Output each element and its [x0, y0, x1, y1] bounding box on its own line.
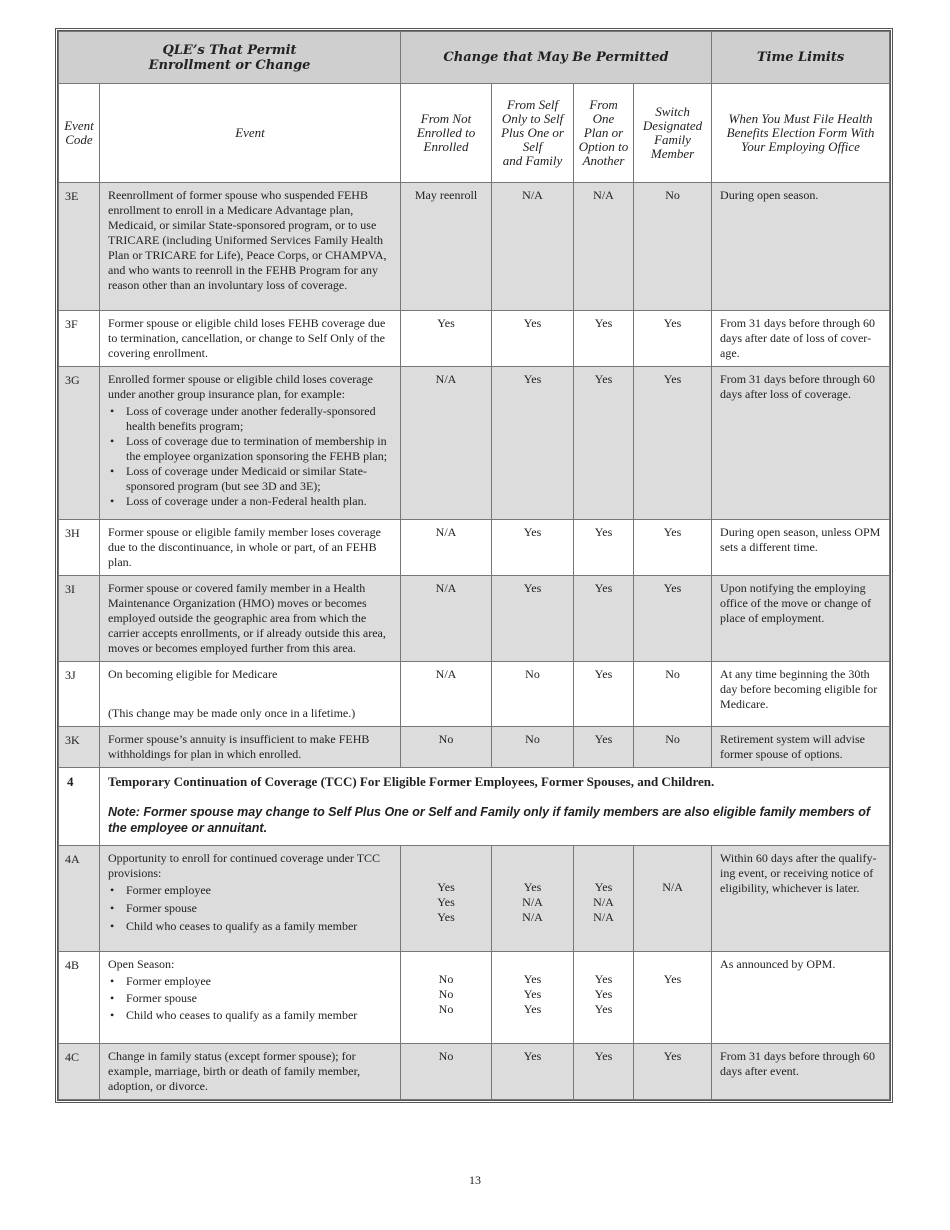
event-intro: Open Season:	[108, 957, 175, 971]
switch-value: No	[634, 662, 712, 727]
table-row	[59, 952, 890, 1044]
page-number: 13	[469, 1173, 481, 1187]
from-not-enrolled-header	[401, 84, 492, 183]
event-code: 3G	[59, 367, 100, 520]
event-code-header	[59, 84, 100, 183]
self-only-value: Yes	[492, 1044, 574, 1100]
table-row	[59, 1044, 890, 1100]
value: Yes	[437, 880, 455, 894]
switch-value: No	[634, 727, 712, 768]
not-enrolled-value: No	[401, 727, 492, 768]
event-code: 4A	[59, 846, 100, 952]
section-code: 4	[59, 768, 100, 846]
bullet-item: • Child who ceases to qualify as a family member	[126, 1008, 393, 1023]
header-line: Enrolled to	[416, 125, 476, 140]
time-limit: During open season, unless OPM sets a different time.	[712, 520, 890, 576]
self-only-value: Yes	[492, 576, 574, 662]
time-limit: From 31 days before through 60 days after loss of coverage.	[712, 367, 890, 520]
switch-designated-header	[634, 84, 712, 183]
qle-title-line2: Enrollment or Change	[148, 57, 311, 73]
bullet-item: • Child who ceases to qualify as a family member	[126, 919, 393, 934]
event-intro: Opportunity to enroll for continued coverage under TCC provisions:	[108, 851, 381, 880]
header-line: Plan or	[583, 125, 624, 140]
switch-value: No	[634, 183, 712, 311]
header-line: Only to Self	[501, 111, 564, 126]
event-bullets	[108, 974, 393, 1023]
event-text: Former spouse or eligible family member loses coverage due to the discontinuance, in whole or part, of an FEHB plan.	[100, 520, 401, 576]
not-enrolled-values	[401, 952, 492, 1044]
header-line: One	[592, 111, 615, 126]
table-row	[59, 846, 890, 952]
value: Yes	[594, 972, 613, 986]
time-limit: From 31 days before through 60 days after event.	[712, 1044, 890, 1100]
header-line: Option to	[578, 139, 629, 154]
table-row	[59, 662, 890, 727]
event-intro: Enrolled former spouse or eligible child loses coverage under another group insurance plan, for example:	[108, 372, 373, 401]
time-limit: Retirement system will advise former spouse of options.	[712, 727, 890, 768]
switch-value: Yes	[634, 520, 712, 576]
event-text	[100, 846, 401, 952]
switch-value: Yes	[634, 1044, 712, 1100]
table-row	[59, 311, 890, 367]
event-text: Former spouse or eligible child loses FEHB coverage due to termination, cancellation, or change to Self Only of the covering enrollment.	[100, 311, 401, 367]
event-bullets	[108, 404, 393, 509]
event-code-line2: Code	[65, 132, 93, 147]
self-only-value: Yes	[492, 311, 574, 367]
from-one-plan-header	[574, 84, 634, 183]
header-line: Another	[582, 153, 625, 168]
bullet-item: • Loss of coverage due to termination of membership in the employee organization sponsoring the FEHB plan;	[126, 434, 393, 464]
when-file-header	[712, 84, 890, 183]
bullet-item: • Former spouse	[126, 991, 393, 1006]
header-line: Plus One or	[501, 125, 564, 140]
header-line: and Family	[502, 153, 563, 168]
table-row	[59, 183, 890, 311]
time-limit: From 31 days before through 60 days after date of loss of cover-age.	[712, 311, 890, 367]
time-limit: Upon notifying the employing office of the move or change of place of employment.	[712, 576, 890, 662]
event-text: Former spouse or covered family member in a Health Maintenance Organization (HMO) moves or becomes employed outside the geographic area from which the carrier accepts enrollments, or if already outside this area, moves or becomes employed further from this area.	[100, 576, 401, 662]
qle-title	[59, 32, 401, 84]
self-only-values	[492, 846, 574, 952]
one-plan-value: Yes	[574, 576, 634, 662]
not-enrolled-value: N/A	[401, 367, 492, 520]
one-plan-value: Yes	[574, 1044, 634, 1100]
event-code: 3E	[59, 183, 100, 311]
header-line: Designated	[642, 118, 703, 133]
header-line: Self	[522, 139, 543, 154]
self-only-value: Yes	[492, 520, 574, 576]
event-code: 3J	[59, 662, 100, 727]
not-enrolled-values	[401, 846, 492, 952]
event-text	[100, 952, 401, 1044]
one-plan-value: Yes	[574, 520, 634, 576]
value: Yes	[523, 1002, 542, 1016]
one-plan-value: Yes	[574, 311, 634, 367]
time-limit: As announced by OPM.	[712, 952, 890, 1044]
header-line: From Not	[420, 111, 472, 126]
switch-value: N/A	[634, 846, 712, 952]
self-only-value: No	[492, 727, 574, 768]
change-title: Change that May Be Permitted	[401, 32, 712, 84]
self-only-value: Yes	[492, 367, 574, 520]
time-title: Time Limits	[712, 32, 890, 84]
header-line: Family	[654, 132, 691, 147]
event-text: Reenrollment of former spouse who suspended FEHB enrollment to enroll in a Medicare Advantage plan, Medicaid, or similar State-sponsored program, or to use TRICARE (including Uniformed Services Family Health Plan or TRICARE for Life), Peace Corps, or CHAMPVA, and who wants to reenroll in the FEHB Program for any reason other than an involuntary loss of coverage.	[100, 183, 401, 311]
header-line: Enrolled	[423, 139, 469, 154]
value: Yes	[594, 987, 613, 1001]
one-plan-values	[574, 846, 634, 952]
event-bullets	[108, 883, 393, 934]
section-4-row	[59, 768, 890, 846]
from-self-only-header	[492, 84, 574, 183]
one-plan-value: Yes	[574, 727, 634, 768]
header-line: Switch	[655, 104, 690, 119]
bullet-item: • Former employee	[126, 883, 393, 898]
time-limit: Within 60 days after the qualify-ing event, or receiving notice of eligibility, whichever is later.	[712, 846, 890, 952]
event-main: On becoming eligible for Medicare	[108, 667, 278, 681]
switch-value: Yes	[634, 367, 712, 520]
qle-table	[58, 31, 890, 1100]
event-text	[100, 367, 401, 520]
switch-value: Yes	[634, 576, 712, 662]
bullet-item: • Loss of coverage under Medicaid or similar State-sponsored program (but see 3D and 3E);	[126, 464, 393, 494]
value: N/A	[593, 910, 614, 924]
value: Yes	[594, 1002, 613, 1016]
event-header: Event	[100, 84, 401, 183]
switch-value: Yes	[634, 952, 712, 1044]
header-line: From	[589, 97, 618, 112]
time-limit: During open season.	[712, 183, 890, 311]
event-note: (This change may be made only once in a lifetime.)	[108, 706, 356, 720]
bullet-item: • Former employee	[126, 974, 393, 989]
self-only-value: No	[492, 662, 574, 727]
header-line: Member	[650, 146, 695, 161]
not-enrolled-value: N/A	[401, 520, 492, 576]
one-plan-value: Yes	[574, 367, 634, 520]
not-enrolled-value: No	[401, 1044, 492, 1100]
event-code: 3I	[59, 576, 100, 662]
table-row	[59, 576, 890, 662]
qle-title-line1: QLE’s That Permit	[162, 42, 297, 58]
value: N/A	[522, 910, 543, 924]
bullet-item: • Loss of coverage under a non-Federal health plan.	[126, 494, 393, 509]
value: Yes	[437, 910, 455, 924]
event-code: 4B	[59, 952, 100, 1044]
event-code: 4C	[59, 1044, 100, 1100]
value: Yes	[523, 987, 542, 1001]
section-4-content	[100, 768, 890, 846]
event-code: 3F	[59, 311, 100, 367]
table-row	[59, 727, 890, 768]
section-4-note: Note: Former spouse may change to Self Plus One or Self and Family only if family members are also eligible family members of the employee or annuitant.	[108, 805, 871, 835]
value: Yes	[437, 895, 455, 909]
self-only-value: N/A	[492, 183, 574, 311]
bullet-item: • Loss of coverage under another federally-sponsored health benefits program;	[126, 404, 393, 434]
header-line: Your Employing Office	[741, 139, 860, 154]
header-line: Benefits Election Form With	[726, 125, 875, 140]
self-only-values	[492, 952, 574, 1044]
event-code: 3K	[59, 727, 100, 768]
one-plan-value: N/A	[574, 183, 634, 311]
event-text: Change in family status (except former spouse); for example, marriage, birth or death of family member, adoption, or divorce.	[100, 1044, 401, 1100]
bullet-item: • Former spouse	[126, 901, 393, 916]
event-text	[100, 662, 401, 727]
switch-value: Yes	[634, 311, 712, 367]
not-enrolled-value: N/A	[401, 576, 492, 662]
value: No	[438, 987, 454, 1001]
one-plan-values	[574, 952, 634, 1044]
event-text: Former spouse’s annuity is insufficient to make FEHB withholdings for plan in which enrolled.	[100, 727, 401, 768]
table-row	[59, 520, 890, 576]
time-limit: At any time beginning the 30th day before becoming eligible for Medicare.	[712, 662, 890, 727]
table-row	[59, 367, 890, 520]
event-code: 3H	[59, 520, 100, 576]
value: Yes	[594, 880, 613, 894]
not-enrolled-value: May reenroll	[401, 183, 492, 311]
value: No	[438, 972, 454, 986]
section-4-title: Temporary Continuation of Coverage (TCC) For Eligible Former Employees, Former Spouses, and Children.	[108, 774, 715, 789]
value: Yes	[523, 972, 542, 986]
header-line: When You Must File Health	[728, 111, 873, 126]
one-plan-value: Yes	[574, 662, 634, 727]
header-row	[59, 32, 890, 84]
event-code-line1: Event	[64, 118, 94, 133]
subheader-row	[59, 84, 890, 183]
not-enrolled-value: N/A	[401, 662, 492, 727]
value: No	[438, 1002, 454, 1016]
not-enrolled-value: Yes	[401, 311, 492, 367]
value: N/A	[522, 895, 543, 909]
value: N/A	[593, 895, 614, 909]
qle-table-frame	[55, 28, 893, 1103]
value: Yes	[523, 880, 542, 894]
header-line: From Self	[506, 97, 559, 112]
